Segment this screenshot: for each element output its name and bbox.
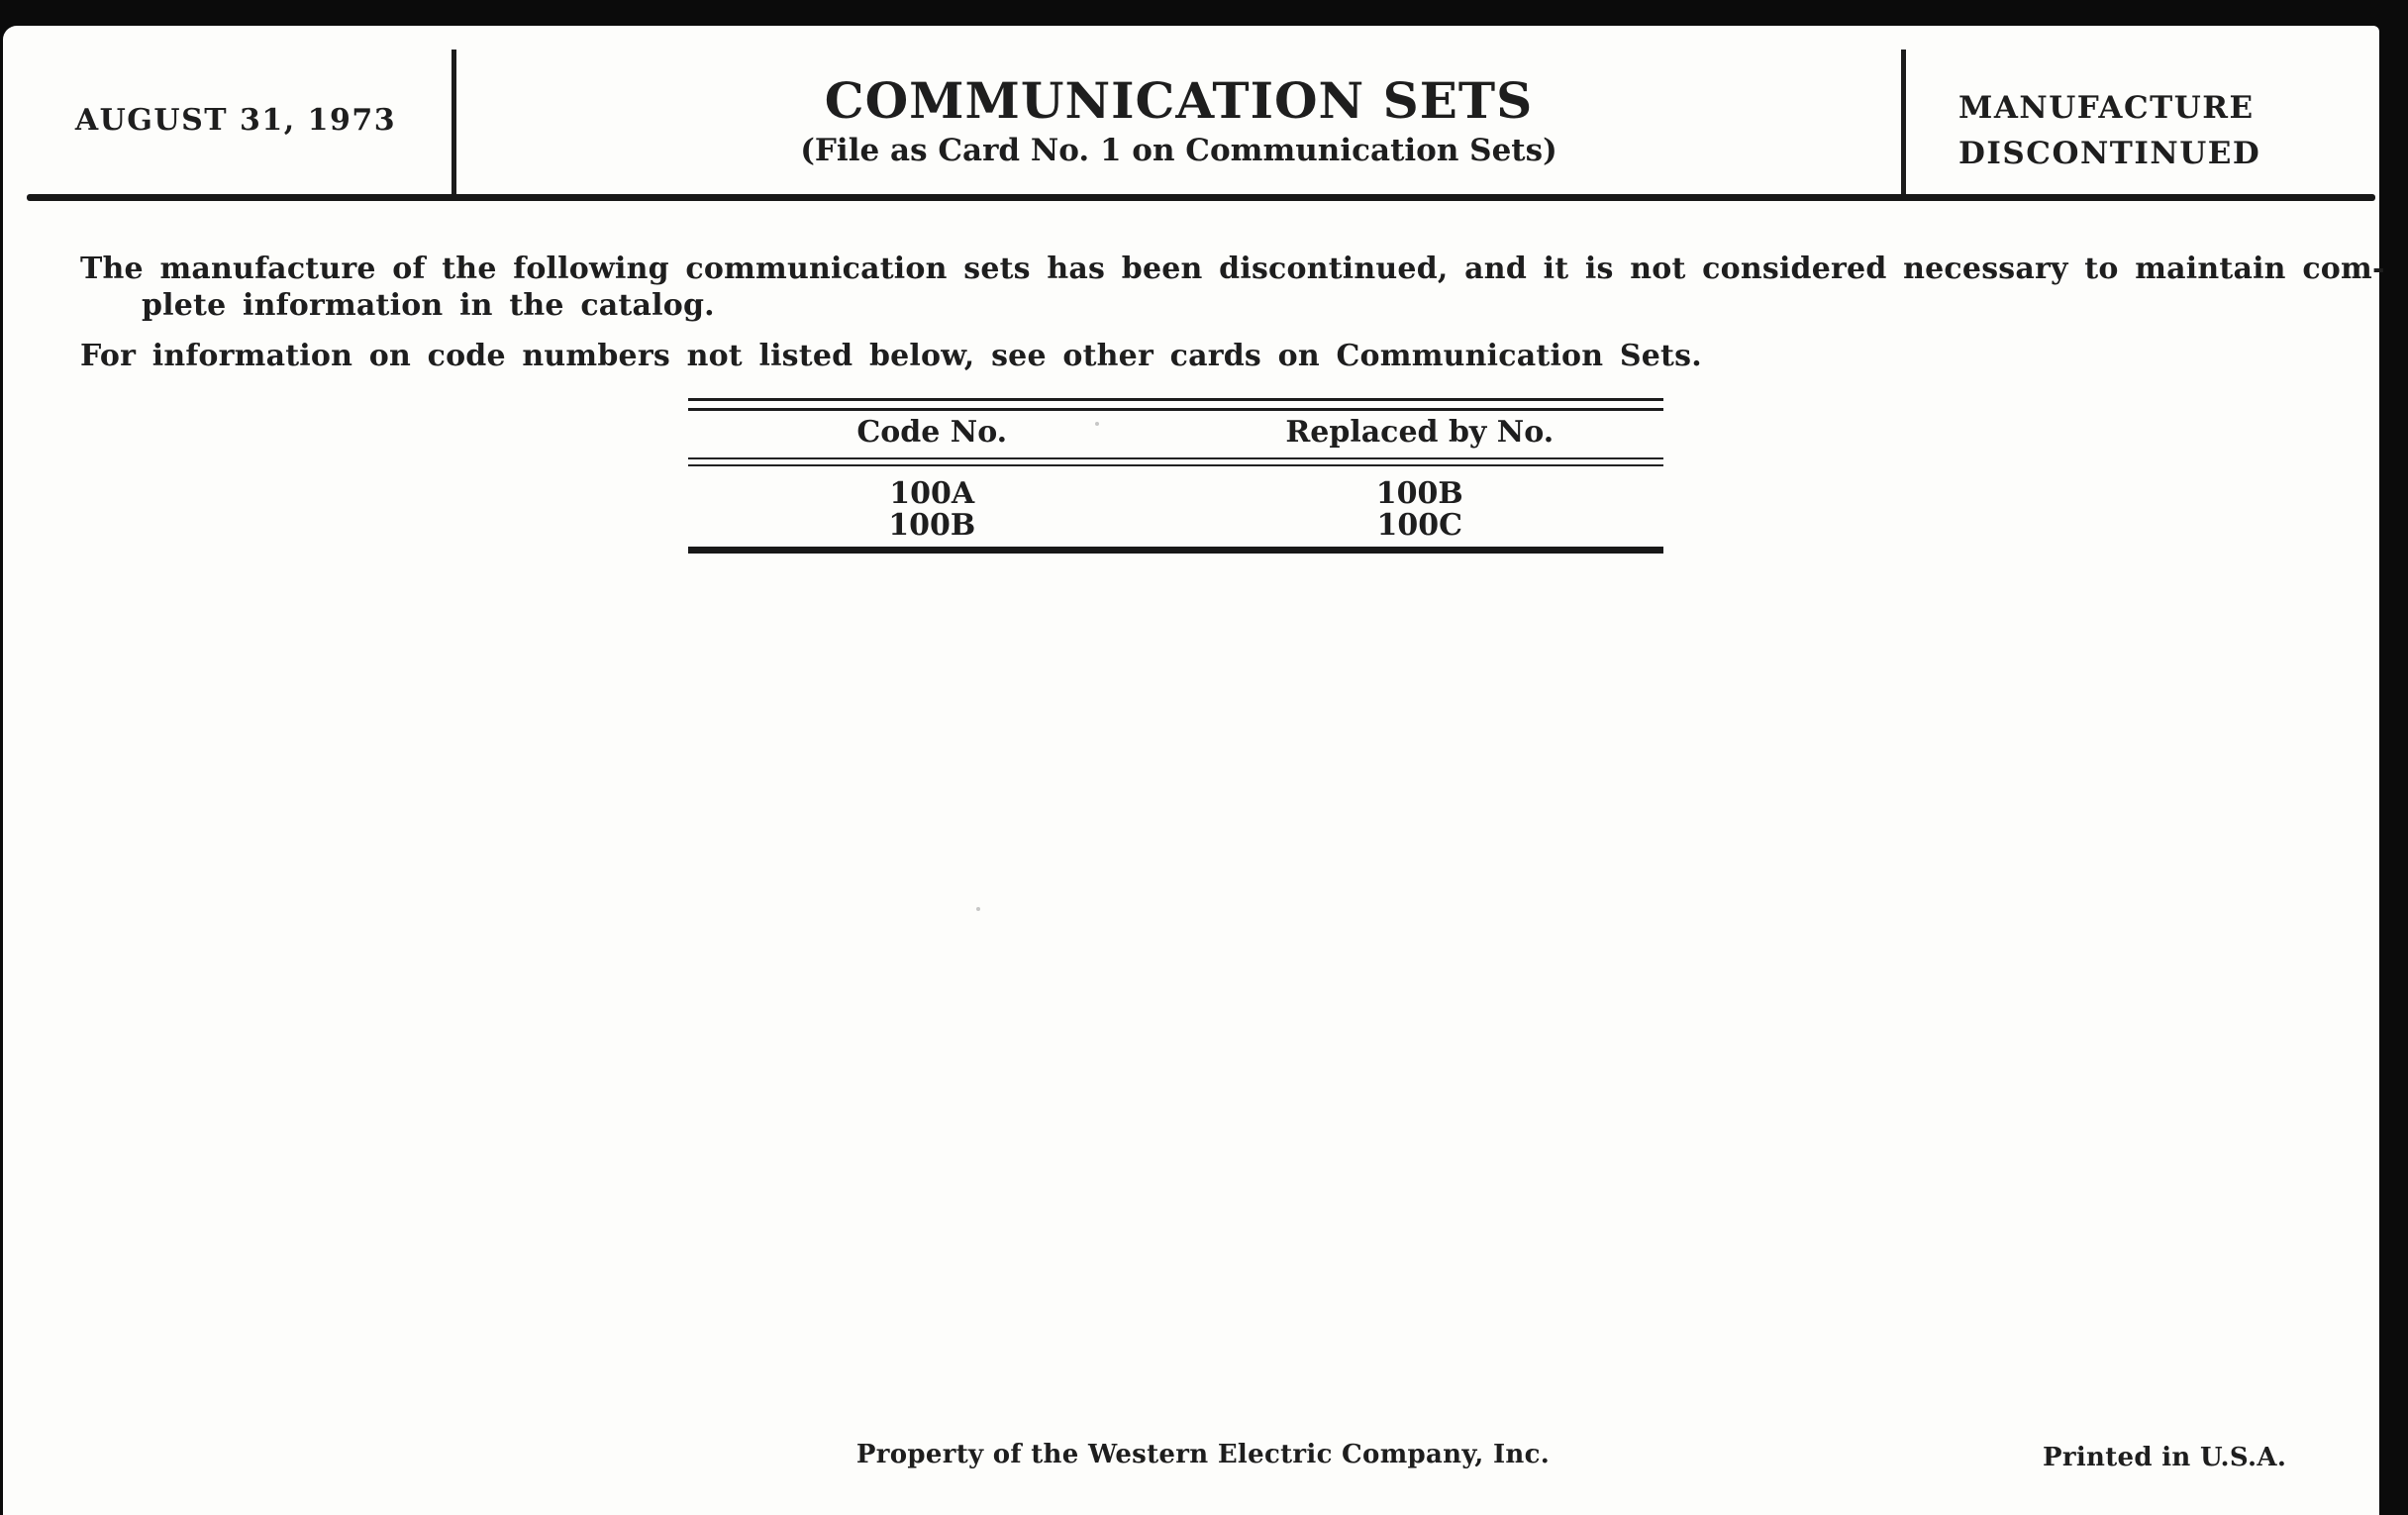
table-header-row [688, 416, 1663, 449]
paragraph-1-line-2: plete information in the catalog. [142, 288, 715, 323]
column-header-code-no: Code No. [856, 415, 1008, 450]
table-row [688, 477, 1663, 510]
footer-property-note: Property of the Western Electric Company, Inc. [855, 1440, 1551, 1469]
page-subtitle: (File as Card No. 1 on Communication Sets) [800, 133, 1557, 168]
paragraph-2: For information on code numbers not listed below, see other cards on Communication Sets. [80, 339, 1702, 373]
table-top-rule [688, 398, 1663, 411]
scan-speck [1095, 422, 1099, 426]
column-header-replaced-by-no: Replaced by No. [1285, 415, 1555, 450]
cell-code-no: 100B [888, 508, 976, 543]
table-header-rule [688, 457, 1663, 466]
status-line-1: MANUFACTURE [1958, 90, 2255, 126]
paragraph-1-line-1: The manufacture of the following communication sets has been discontinued, and it is not considered necessary to maintain com- [80, 252, 2385, 286]
table-row [688, 509, 1663, 542]
status-line-2: DISCONTINUED [1958, 136, 2261, 171]
page-title: COMMUNICATION SETS [824, 71, 1534, 130]
cell-replaced-by-no: 100C [1376, 508, 1462, 543]
replacement-table [688, 398, 1663, 560]
status-block [1958, 85, 2295, 176]
table-bottom-rule [688, 547, 1663, 554]
card-date: AUGUST 31, 1973 [74, 103, 397, 138]
cell-replaced-by-no: 100B [1375, 476, 1463, 511]
footer-printed-note: Printed in U.S.A. [2043, 1443, 2287, 1472]
title-block [456, 73, 1901, 170]
cell-code-no: 100A [889, 476, 975, 511]
scan-speck [976, 907, 980, 911]
header-rule [27, 194, 2375, 201]
catalog-card [3, 26, 2385, 1515]
header-divider-right [1901, 50, 1906, 196]
